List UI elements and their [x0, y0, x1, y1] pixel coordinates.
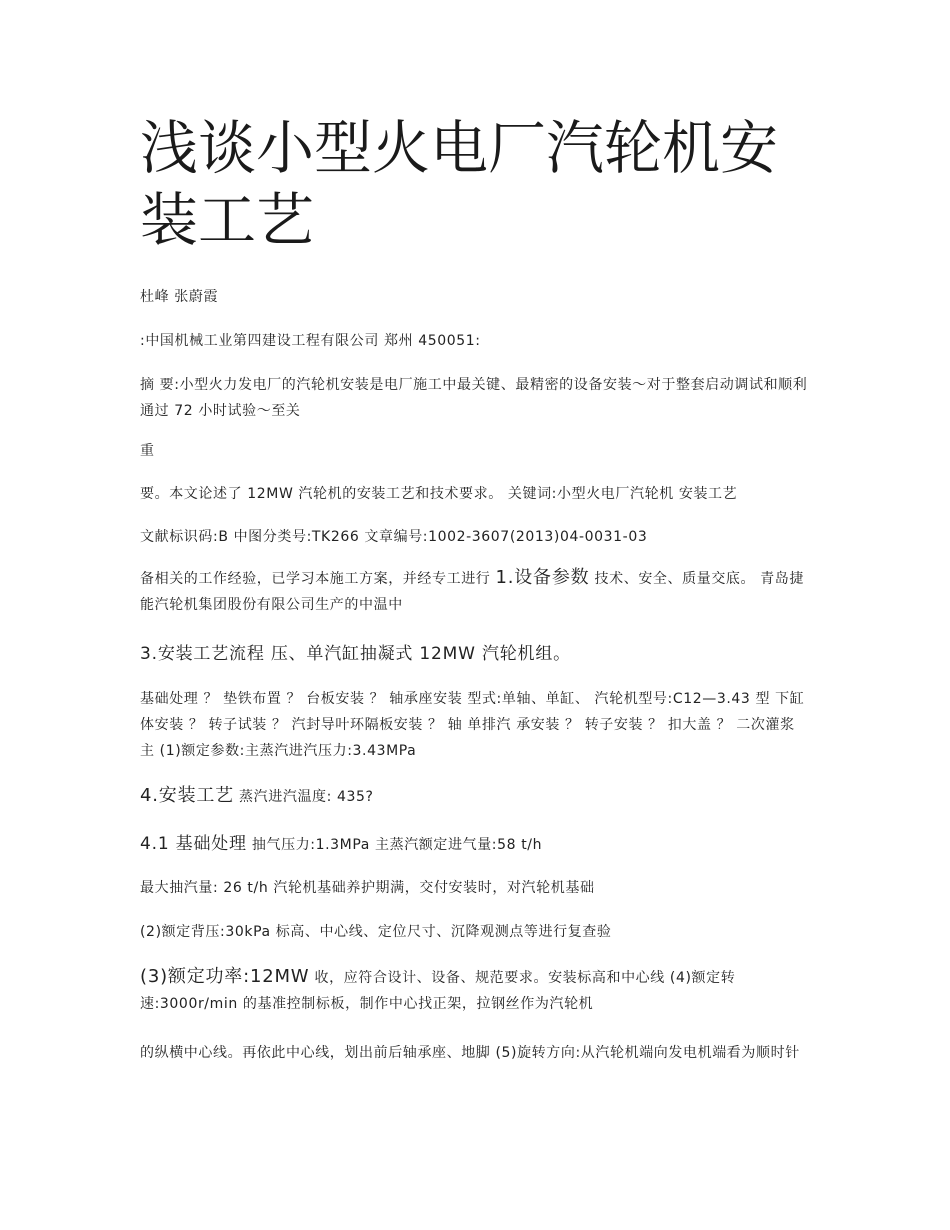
paragraph-equipment — [140, 565, 808, 618]
classification-line: 文献标识码:B 中图分类号:TK266 文章编号:1002-3607(2013)04-0031-03 — [140, 529, 648, 545]
process-flow: 基础处理 ？ 垫铁布置 ？ 台板安装 ？ 轴承座安装 型式:单轴、单缸、 汽轮机型号:C12—3.43 型 下缸体安装 ？ 转子试装 ？ 汽封导叶环隔板安装 ？ 轴 单排汽 承安装 ？ 转子安装 ？ 扣大盖 ？ 二次灌浆 主 (1)额定参数:主蒸汽进汽压力:3.43MPa — [140, 691, 805, 759]
abstract-text: 摘 要:小型火力发电厂的汽轮机安装是电厂施工中最关键、最精密的设备安装～对于整套启动调试和顺利通过 72 小时试验～至关 — [140, 377, 808, 419]
paragraph-back-pressure: (2)额定背压:30kPa 标高、中心线、定位尺寸、沉降观测点等进行复查验 — [140, 924, 612, 940]
parameter-text: 蒸汽进汽温度: 435? — [239, 789, 374, 805]
document-title: 浅谈小型火电厂汽轮机安装工艺 — [140, 114, 779, 254]
paragraph-text: 技术、安全、质量交底。 青岛捷能汽轮机集团股份有限公司生产的中温中 — [140, 571, 804, 613]
section-heading-4 — [140, 783, 808, 810]
paragraph-text: 收，应符合设计、设备、规范要求。安装标高和中心线 (4)额定转速:3000r/min 的基准控制标板，制作中心找正架，拉钢丝作为汽轮机 — [140, 970, 736, 1012]
parameter-heading: (3)额定功率:12MW — [140, 966, 310, 987]
section-heading-1: 1.设备参数 — [495, 567, 590, 588]
abstract-keywords: 要。本文论述了 12MW 汽轮机的安装工艺和技术要求。 关键词:小型火电厂汽轮机 安装工艺 — [140, 486, 738, 502]
heading-text: 4.安装工艺 — [140, 785, 234, 806]
abstract-continued: 重 — [140, 443, 155, 459]
paragraph-rotation: 的纵横中心线。再依此中心线，划出前后轴承座、地脚 (5)旋转方向:从汽轮机端向发电机端看为顺时针 — [140, 1045, 800, 1061]
affiliation: :中国机械工业第四建设工程有限公司 郑州 450051: — [140, 333, 481, 349]
paragraph-power — [140, 964, 808, 1017]
authors: 杜峰 张蔚霞 — [140, 289, 219, 305]
abstract — [140, 372, 808, 424]
section-heading-4-1 — [140, 831, 808, 858]
paragraph-extraction: 最大抽汽量: 26 t/h 汽轮机基础养护期满，交付安装时，对汽轮机基础 — [140, 880, 595, 896]
paragraph-text: 备相关的工作经验，已学习本施工方案，并经专工进行 — [140, 571, 491, 587]
section-heading-3: 3.安装工艺流程 压、单汽缸抽凝式 12MW 汽轮机组。 — [140, 644, 571, 664]
parameter-text: 抽气压力:1.3MPa 主蒸汽额定进气量:58 t/h — [251, 837, 543, 853]
heading-text: 4.1 基础处理 — [140, 834, 247, 854]
